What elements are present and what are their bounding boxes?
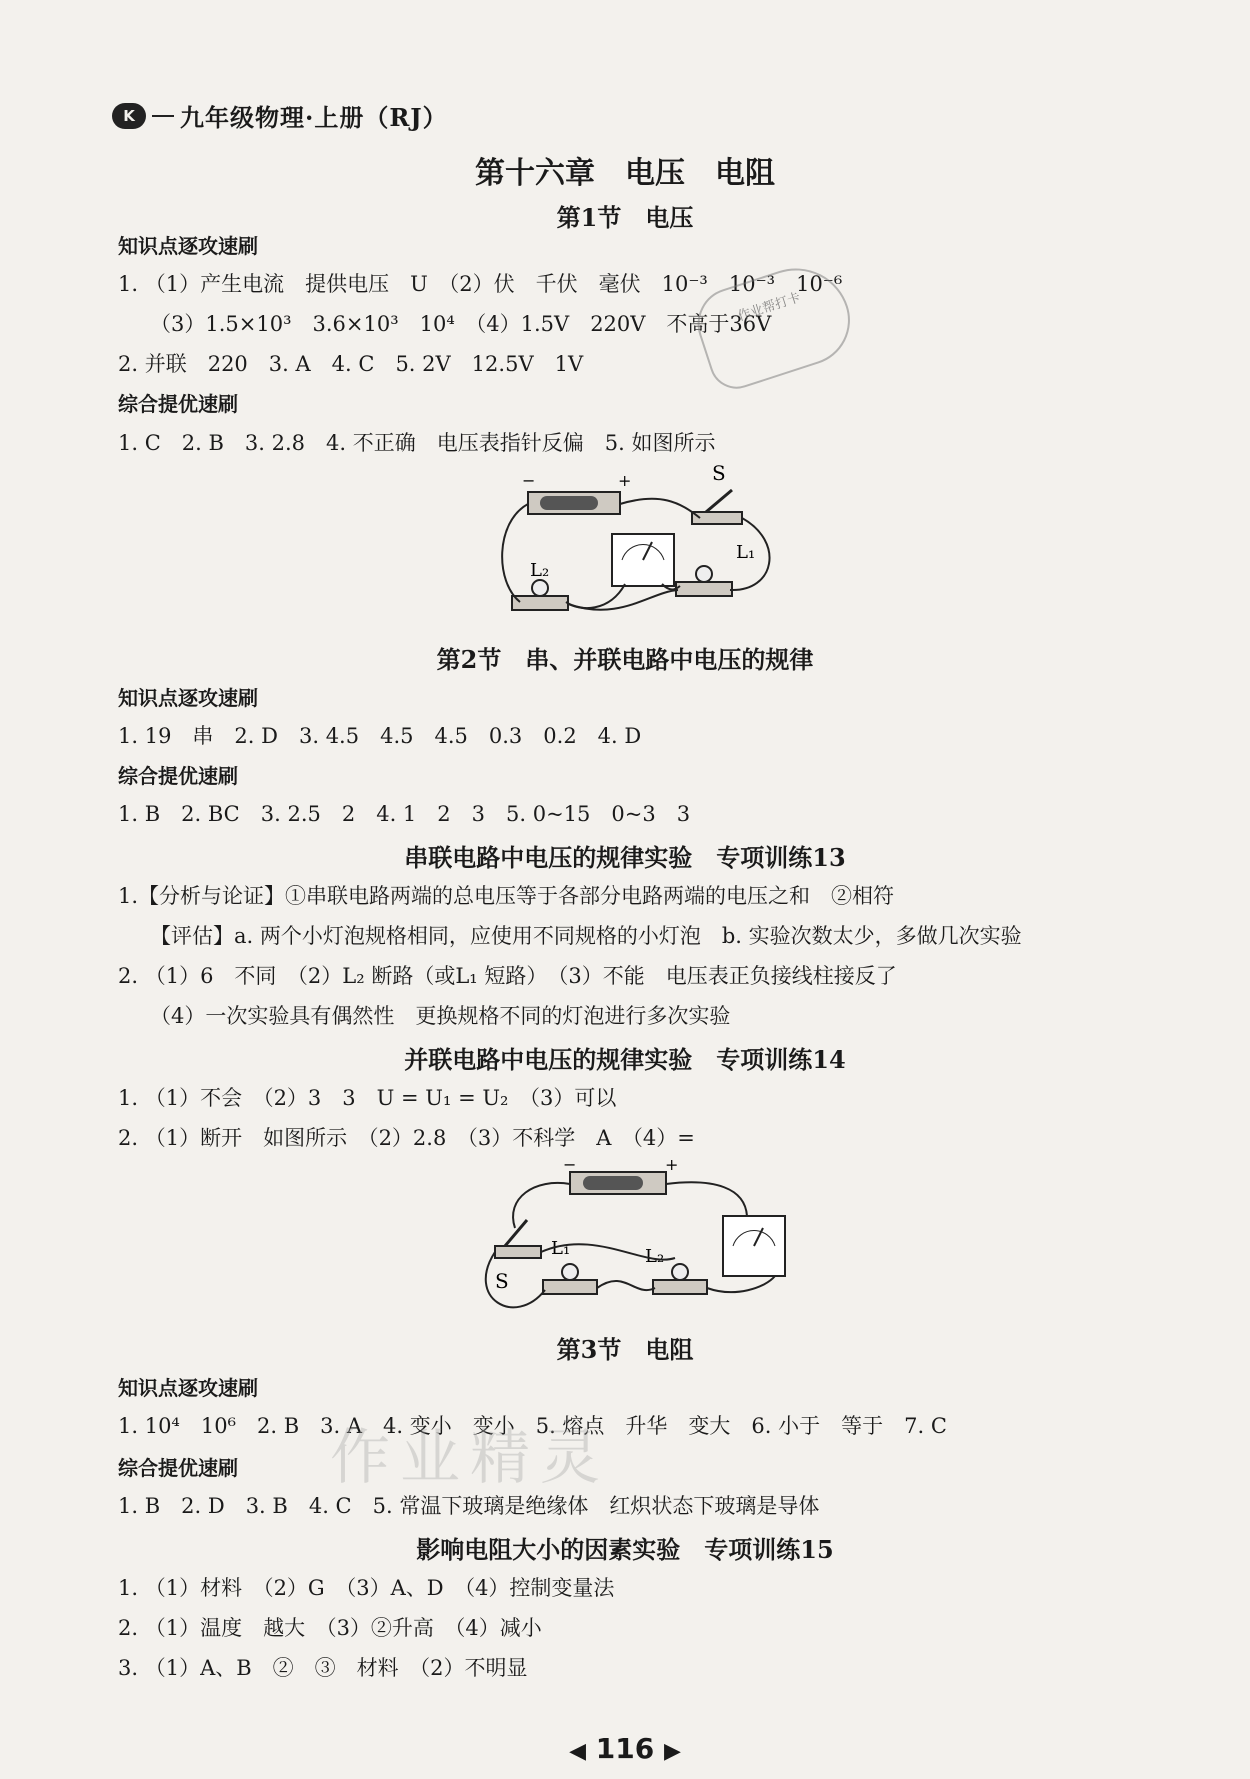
s1-answer-line-3: 2. 并联 220 3. A 4. C 5. 2V 12.5V 1V — [118, 352, 584, 376]
t15-line-3: 3. （1）A、B ② ③ 材料 （2）不明显 — [118, 1656, 528, 1680]
running-header — [112, 98, 448, 133]
book-logo-icon: K — [112, 103, 146, 129]
training-13-title: 串联电路中电压的规律实验 专项训练13 — [404, 843, 846, 872]
svg-text:−: − — [522, 471, 536, 490]
svg-text:L₁: L₁ — [736, 542, 756, 563]
battery-icon — [583, 1176, 643, 1190]
svg-text:+: + — [618, 471, 632, 490]
section-3-sub-advanced: 综合提优速刷 — [118, 1456, 238, 1480]
right-arrow-icon: ▶ — [663, 1739, 681, 1764]
t13-line-4: （4）一次实验具有偶然性 更换规格不同的灯泡进行多次实验 — [150, 1004, 731, 1028]
homework-stamp: 作业帮打卡 — [688, 254, 862, 395]
chapter-title: 第十六章 电压 电阻 — [475, 156, 775, 191]
switch-icon — [505, 1220, 527, 1246]
page-number-value: 116 — [595, 1732, 655, 1765]
training-14-title: 并联电路中电压的规律实验 专项训练14 — [404, 1045, 846, 1074]
s1-answer-line-4: 1. C 2. B 3. 2.8 4. 不正确 电压表指针反偏 5. 如图所示 — [118, 431, 716, 455]
book-title: 九年级物理·上册（RJ） — [180, 103, 448, 132]
section-1-title: 第1节 电压 — [556, 203, 694, 232]
bulb-l2-icon — [672, 1264, 688, 1280]
t14-line-1: 1. （1）不会 （2）3 3 U = U₁ = U₂ （3）可以 — [118, 1086, 617, 1110]
t13-line-2: 【评估】a. 两个小灯泡规格相同，应使用不同规格的小灯泡 b. 实验次数太少，多做几次实验 — [150, 924, 1022, 948]
t15-line-2: 2. （1）温度 越大 （3）②升高 （4）减小 — [118, 1616, 542, 1640]
svg-text:L₂: L₂ — [530, 560, 550, 581]
left-arrow-icon: ◀ — [569, 1739, 587, 1764]
svg-text:L₂: L₂ — [645, 1246, 665, 1267]
bulb-l1-icon — [562, 1264, 578, 1280]
s2-answer-line-2: 1. B 2. BC 3. 2.5 2 4. 1 2 3 5. 0~15 0~3 3 — [118, 802, 691, 826]
section-3-sub-basic: 知识点逐攻速刷 — [118, 1376, 258, 1400]
section-3-title: 第3节 电阻 — [556, 1335, 694, 1364]
battery-icon — [540, 496, 598, 510]
circuit-figure-1 — [500, 462, 790, 632]
section-2-sub-advanced: 综合提优速刷 — [118, 764, 238, 788]
svg-text:−: − — [563, 1158, 577, 1174]
watermark: 作业精灵 — [330, 1423, 610, 1493]
s1-answer-line-1: 1. （1）产生电流 提供电压 U （2）伏 千伏 毫伏 10⁻³ 10⁻³ 10⁻⁶ — [118, 272, 843, 296]
svg-text:L₁: L₁ — [551, 1238, 571, 1259]
section-2-title: 第2节 串、并联电路中电压的规律 — [436, 645, 814, 674]
t13-line-1: 1.【分析与论证】①串联电路两端的总电压等于各部分电路两端的电压之和 ②相符 — [118, 884, 895, 908]
svg-text:S: S — [712, 462, 726, 485]
page-number — [0, 1732, 1250, 1765]
switch-icon — [706, 490, 732, 512]
training-15-title: 影响电阻大小的因素实验 专项训练15 — [416, 1535, 834, 1564]
bulb-l1-icon — [696, 566, 712, 582]
bulb-l2-icon — [532, 580, 548, 596]
section-2-sub-basic: 知识点逐攻速刷 — [118, 686, 258, 710]
s3-answer-line-2: 1. B 2. D 3. B 4. C 5. 常温下玻璃是绝缘体 红炽状态下玻璃是导体 — [118, 1494, 820, 1518]
svg-text:+: + — [665, 1158, 679, 1174]
t15-line-1: 1. （1）材料 （2）G （3）A、D （4）控制变量法 — [118, 1576, 615, 1600]
section-1-sub-basic: 知识点逐攻速刷 — [118, 234, 258, 258]
t14-line-2: 2. （1）断开 如图所示 （2）2.8 （3）不科学 A （4）= — [118, 1126, 695, 1150]
svg-text:S: S — [495, 1269, 509, 1293]
s1-answer-line-2: （3）1.5×10³ 3.6×10³ 10⁴ （4）1.5V 220V 不高于36V — [150, 312, 772, 336]
s3-answer-line-1: 1. 10⁴ 10⁶ 2. B 3. A 4. 变小 变小 5. 熔点 升华 变大 6. 小于 等于 7. C — [118, 1414, 947, 1438]
header-dash — [152, 115, 174, 117]
s2-answer-line-1: 1. 19 串 2. D 3. 4.5 4.5 4.5 0.3 0.2 4. D — [118, 724, 642, 748]
t13-line-3: 2. （1）6 不同 （2）L₂ 断路（或L₁ 短路） （3）不能 电压表正负接线柱接反了 — [118, 964, 897, 988]
section-1-sub-advanced: 综合提优速刷 — [118, 392, 238, 416]
circuit-figure-2 — [475, 1158, 805, 1328]
